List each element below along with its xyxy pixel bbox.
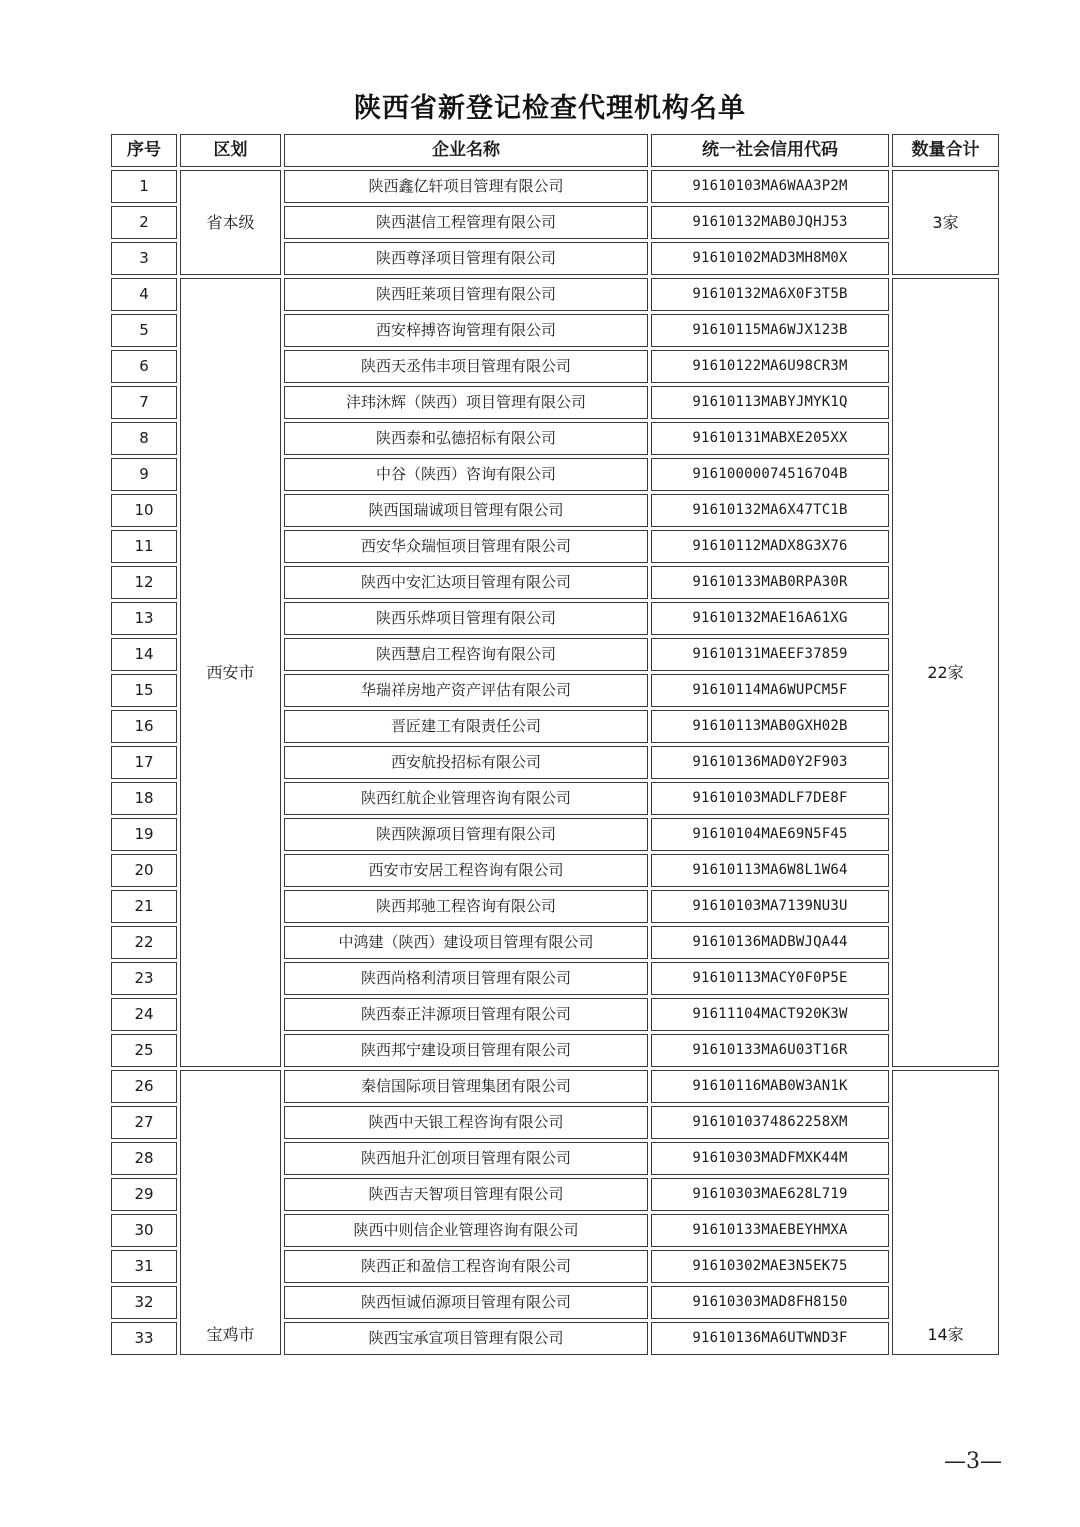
row-seq: 21 xyxy=(111,890,177,923)
row-seq: 25 xyxy=(111,1034,177,1067)
row-seq: 32 xyxy=(111,1286,177,1319)
header-seq: 序号 xyxy=(111,134,177,167)
row-seq: 17 xyxy=(111,746,177,779)
row-seq: 19 xyxy=(111,818,177,851)
credit-code: 91610112MADX8G3X76 xyxy=(651,530,889,563)
row-seq: 9 xyxy=(111,458,177,491)
table-header-row xyxy=(111,134,999,167)
table-row xyxy=(111,170,999,203)
row-seq: 24 xyxy=(111,998,177,1031)
row-seq: 22 xyxy=(111,926,177,959)
company-name: 陕西恒诚佰源项目管理有限公司 xyxy=(284,1286,648,1319)
count-cell: 22家 xyxy=(892,278,999,1067)
document-title: 陕西省新登记检查代理机构名单 xyxy=(354,93,746,124)
row-seq: 12 xyxy=(111,566,177,599)
company-name: 陕西泰正沣源项目管理有限公司 xyxy=(284,998,648,1031)
company-name: 陕西湛信工程管理有限公司 xyxy=(284,206,648,239)
credit-code: 91610115MA6WJX123B xyxy=(651,314,889,347)
credit-code: 91610133MAEBEYHMXA xyxy=(651,1214,889,1247)
credit-code: 91610131MABXE205XX xyxy=(651,422,889,455)
credit-code: 91611104MACT920K3W xyxy=(651,998,889,1031)
credit-code: 91610136MADBWJQA44 xyxy=(651,926,889,959)
credit-code: 91610303MAE628L719 xyxy=(651,1178,889,1211)
credit-code: 91610102MAD3MH8M0X xyxy=(651,242,889,275)
credit-code: 91610103MA6WAA3P2M xyxy=(651,170,889,203)
row-seq: 8 xyxy=(111,422,177,455)
credit-code: 91610133MA6U03T16R xyxy=(651,1034,889,1067)
credit-code: 91610133MAB0RPA30R xyxy=(651,566,889,599)
page-number: —3— xyxy=(944,1449,1002,1474)
company-name: 西安梓搏咨询管理有限公司 xyxy=(284,314,648,347)
company-name: 西安航投招标有限公司 xyxy=(284,746,648,779)
company-name: 陕西中安汇达项目管理有限公司 xyxy=(284,566,648,599)
credit-code: 91610132MAB0JQHJ53 xyxy=(651,206,889,239)
table-body xyxy=(111,170,999,1355)
credit-code: 91610303MAD8FH8150 xyxy=(651,1286,889,1319)
row-seq: 1 xyxy=(111,170,177,203)
credit-code: 91610113MABYJMYK1Q xyxy=(651,386,889,419)
company-name: 陕西陕源项目管理有限公司 xyxy=(284,818,648,851)
row-seq: 13 xyxy=(111,602,177,635)
row-seq: 16 xyxy=(111,710,177,743)
credit-code: 91610132MA6X0F3T5B xyxy=(651,278,889,311)
company-name: 中谷（陕西）咨询有限公司 xyxy=(284,458,648,491)
row-seq: 7 xyxy=(111,386,177,419)
company-name: 陕西正和盈信工程咨询有限公司 xyxy=(284,1250,648,1283)
row-seq: 20 xyxy=(111,854,177,887)
credit-code: 916100000745167O4B xyxy=(651,458,889,491)
credit-code: 91610131MAEEF37859 xyxy=(651,638,889,671)
company-name: 陕西中则信企业管理咨询有限公司 xyxy=(284,1214,648,1247)
row-seq: 10 xyxy=(111,494,177,527)
row-seq: 18 xyxy=(111,782,177,815)
region-cell: 省本级 xyxy=(180,170,281,275)
company-name: 陕西尚格利清项目管理有限公司 xyxy=(284,962,648,995)
header-company-name: 企业名称 xyxy=(284,134,648,167)
company-name: 陕西红航企业管理咨询有限公司 xyxy=(284,782,648,815)
credit-code: 91610116MAB0W3AN1K xyxy=(651,1070,889,1103)
row-seq: 29 xyxy=(111,1178,177,1211)
company-name: 沣玮沐辉（陕西）项目管理有限公司 xyxy=(284,386,648,419)
credit-code: 91610104MAE69N5F45 xyxy=(651,818,889,851)
company-name: 陕西尊泽项目管理有限公司 xyxy=(284,242,648,275)
company-name: 陕西中天银工程咨询有限公司 xyxy=(284,1106,648,1139)
row-seq: 14 xyxy=(111,638,177,671)
company-name: 陕西天丞伟丰项目管理有限公司 xyxy=(284,350,648,383)
agency-list-table xyxy=(108,131,1002,1358)
credit-code: 91610103MADLF7DE8F xyxy=(651,782,889,815)
count-cell: 14家 xyxy=(892,1070,999,1355)
row-seq: 4 xyxy=(111,278,177,311)
credit-code: 91610113MACY0F0P5E xyxy=(651,962,889,995)
company-name: 陕西国瑞诚项目管理有限公司 xyxy=(284,494,648,527)
header-credit-code: 统一社会信用代码 xyxy=(651,134,889,167)
company-name: 西安华众瑞恒项目管理有限公司 xyxy=(284,530,648,563)
row-seq: 5 xyxy=(111,314,177,347)
company-name: 西安市安居工程咨询有限公司 xyxy=(284,854,648,887)
company-name: 陕西乐烨项目管理有限公司 xyxy=(284,602,648,635)
credit-code: 91610113MA6W8L1W64 xyxy=(651,854,889,887)
credit-code: 91610132MAE16A61XG xyxy=(651,602,889,635)
company-name: 陕西泰和弘德招标有限公司 xyxy=(284,422,648,455)
credit-code: 91610302MAE3N5EK75 xyxy=(651,1250,889,1283)
table-row xyxy=(111,278,999,311)
company-name: 陕西旺莱项目管理有限公司 xyxy=(284,278,648,311)
header-region: 区划 xyxy=(180,134,281,167)
row-seq: 27 xyxy=(111,1106,177,1139)
row-seq: 26 xyxy=(111,1070,177,1103)
row-seq: 30 xyxy=(111,1214,177,1247)
row-seq: 28 xyxy=(111,1142,177,1175)
row-seq: 31 xyxy=(111,1250,177,1283)
company-name: 陕西邦宁建设项目管理有限公司 xyxy=(284,1034,648,1067)
header-total-count: 数量合计 xyxy=(892,134,999,167)
company-name: 陕西邦驰工程咨询有限公司 xyxy=(284,890,648,923)
row-seq: 33 xyxy=(111,1322,177,1355)
company-name: 陕西旭升汇创项目管理有限公司 xyxy=(284,1142,648,1175)
credit-code: 91610103MA7139NU3U xyxy=(651,890,889,923)
company-name: 陕西宝承宣项目管理有限公司 xyxy=(284,1322,648,1355)
table-row xyxy=(111,1070,999,1103)
region-cell: 宝鸡市 xyxy=(180,1070,281,1355)
row-seq: 15 xyxy=(111,674,177,707)
company-name: 中鸿建（陕西）建设项目管理有限公司 xyxy=(284,926,648,959)
credit-code: 91610136MA6UTWND3F xyxy=(651,1322,889,1355)
company-name: 陕西慧启工程咨询有限公司 xyxy=(284,638,648,671)
credit-code: 91610122MA6U98CR3M xyxy=(651,350,889,383)
credit-code: 916101037486225​8XM xyxy=(651,1106,889,1139)
credit-code: 91610136MAD0Y2F903 xyxy=(651,746,889,779)
credit-code: 91610132MA6X47TC1B xyxy=(651,494,889,527)
company-name: 晋匠建工有限责任公司 xyxy=(284,710,648,743)
credit-code: 91610113MAB0GXH02B xyxy=(651,710,889,743)
row-seq: 2 xyxy=(111,206,177,239)
row-seq: 6 xyxy=(111,350,177,383)
company-name: 华瑞祥房地产资产评估有限公司 xyxy=(284,674,648,707)
count-cell: 3家 xyxy=(892,170,999,275)
credit-code: 91610303MADFMXK44M xyxy=(651,1142,889,1175)
row-seq: 23 xyxy=(111,962,177,995)
region-cell: 西安市 xyxy=(180,278,281,1067)
row-seq: 3 xyxy=(111,242,177,275)
company-name: 陕西鑫亿轩项目管理有限公司 xyxy=(284,170,648,203)
company-name: 陕西吉天智项目管理有限公司 xyxy=(284,1178,648,1211)
row-seq: 11 xyxy=(111,530,177,563)
company-name: 秦信国际项目管理集团有限公司 xyxy=(284,1070,648,1103)
credit-code: 91610114MA6WUPCM5F xyxy=(651,674,889,707)
